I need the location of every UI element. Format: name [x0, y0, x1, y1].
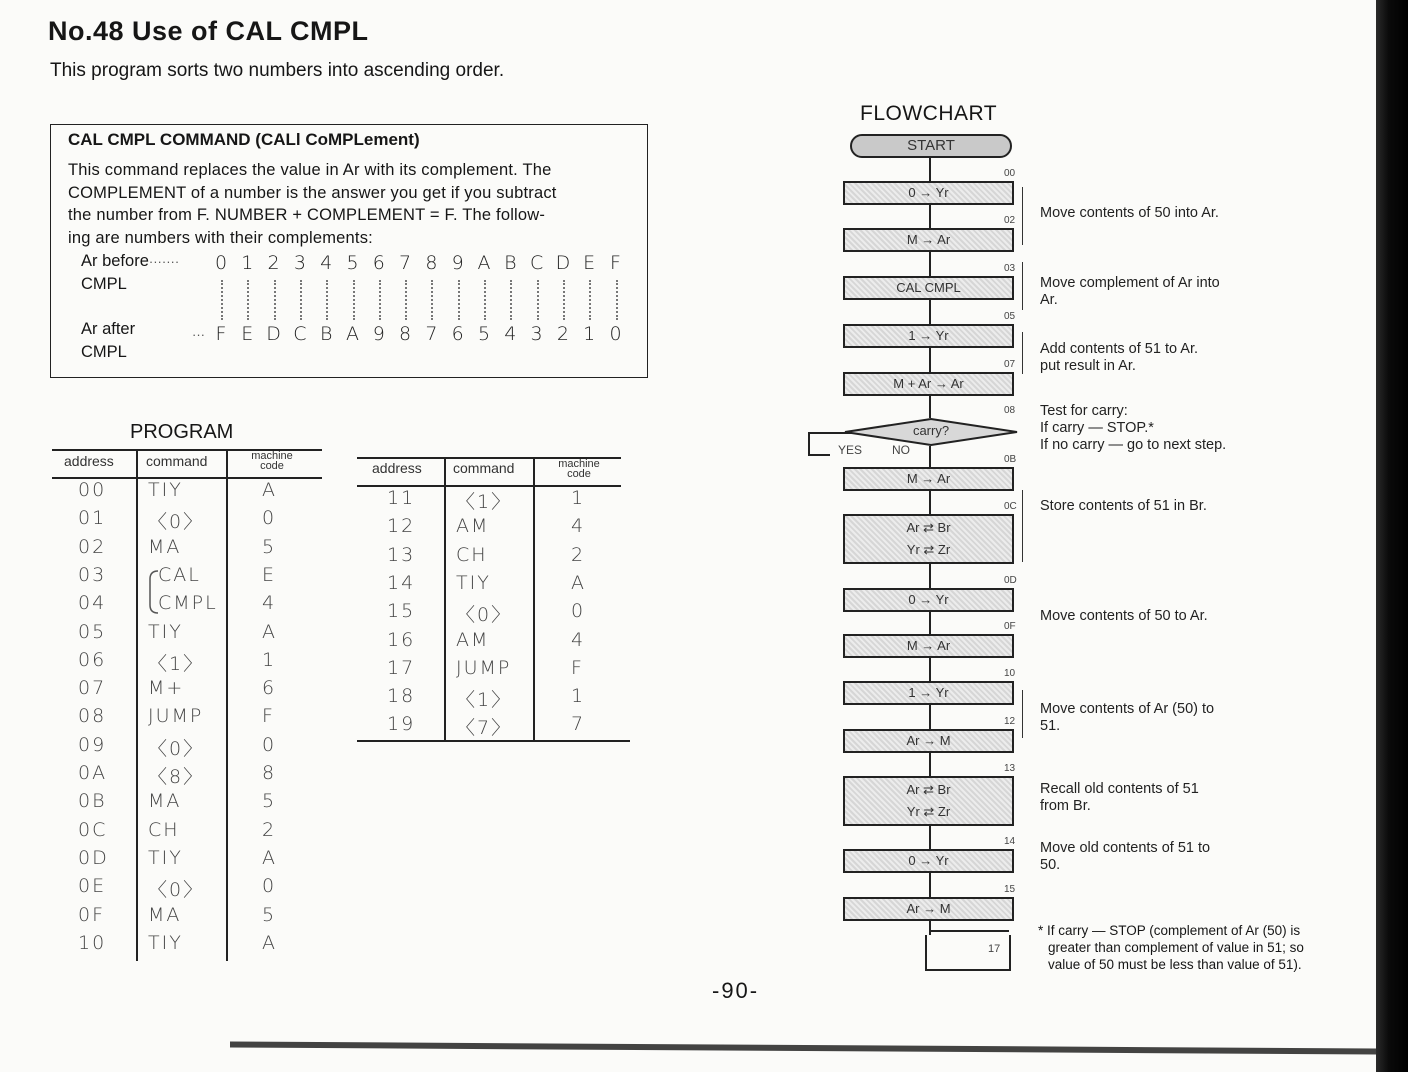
code-header-text: code [567, 468, 591, 480]
footnote [1038, 922, 1304, 973]
table-divider [136, 449, 138, 961]
step-number: 0F [1004, 621, 1016, 632]
address-cell: 04 [78, 592, 107, 615]
machine-code-cell: 2 [262, 818, 277, 841]
dot-leader: ······· [148, 254, 180, 269]
process-box [843, 276, 1014, 300]
hex-after-value: D [266, 323, 281, 345]
process-box [843, 634, 1014, 658]
machine-code-cell: A [262, 479, 277, 501]
dotted-connector [300, 280, 302, 320]
machine-code-cell: 8 [262, 762, 277, 784]
machine-code-cell: 0 [262, 733, 277, 756]
flow-connector [929, 658, 931, 681]
command-cell: JUMP [148, 705, 204, 728]
step-number: 02 [1004, 215, 1016, 226]
flowchart-note [1040, 341, 1198, 375]
dotted-connector [247, 280, 249, 320]
flow-connector [929, 300, 931, 324]
hex-before-value: B [504, 252, 517, 274]
command-cell: 〈7〉 [456, 717, 513, 740]
machine-code-cell: 1 [571, 487, 586, 509]
flow-connector [929, 826, 931, 849]
table-divider [444, 457, 446, 740]
process-box-label: M → Ar [906, 638, 951, 653]
machine-code-cell: 0 [262, 875, 277, 898]
flowchart-note [1040, 840, 1210, 874]
machine-code-cell: 6 [262, 677, 277, 700]
hex-before-value: D [555, 252, 571, 274]
address-cell: 03 [78, 563, 107, 586]
footnote-line: * If carry — STOP (complement of Ar (50) is [1038, 923, 1301, 938]
process-box-label: Ar → M [906, 733, 951, 748]
address-cell: 02 [78, 535, 107, 558]
flow-connector [929, 205, 931, 228]
hex-after-value: 5 [477, 323, 491, 345]
note-line: Recall old contents of 51 [1040, 781, 1199, 797]
hex-before-value: 9 [451, 252, 464, 274]
machine-code-cell: A [571, 571, 586, 594]
note-line: 50. [1040, 857, 1061, 873]
machine-code-header [541, 459, 617, 479]
address-cell: 15 [387, 600, 416, 623]
note-bracket [1022, 690, 1023, 738]
address-cell: 06 [78, 648, 107, 671]
step-number: 13 [1004, 763, 1016, 774]
dotted-connector [484, 280, 486, 320]
machine-code-cell: 5 [262, 903, 277, 926]
process-box [843, 588, 1014, 612]
footnote-line: greater than complement of value in 51; so [1048, 940, 1304, 955]
hex-before-value: 8 [425, 252, 438, 274]
step-number: 05 [1004, 311, 1016, 322]
machine-code-cell: 4 [262, 592, 277, 615]
process-box [843, 681, 1014, 705]
hex-before-value: F [610, 252, 621, 274]
machine-code-cell: A [262, 620, 277, 643]
machine-code-cell: 1 [262, 648, 277, 671]
flow-connector [929, 491, 931, 514]
hex-after-value: 1 [583, 323, 596, 345]
command-cell: TIY [148, 931, 183, 954]
dotted-connector [274, 280, 276, 320]
command-box-heading: CAL CMPL COMMAND (CALl CoMPLement) [68, 130, 420, 149]
hex-after-value: A [346, 323, 359, 345]
flowchart-note [1040, 498, 1207, 515]
command-cell: CH [148, 818, 180, 841]
step-number: 03 [1004, 263, 1016, 274]
machine-code-cell: 0 [571, 600, 586, 623]
hex-before-value: 0 [214, 252, 228, 274]
step-number: 00 [1004, 168, 1016, 179]
flow-connector [929, 396, 931, 418]
description-line: ing are numbers with their complements: [68, 229, 373, 247]
dotted-connector [510, 280, 512, 320]
process-box-label: M → Ar [906, 471, 951, 486]
step-number: 14 [1004, 836, 1016, 847]
note-line: Add contents of 51 to Ar. [1040, 341, 1198, 357]
scan-shadow [1376, 0, 1408, 1072]
step-number: 0C [1004, 501, 1017, 512]
process-box-label: Ar ⇄ Br [906, 520, 951, 535]
process-box-label: Ar → M [906, 901, 951, 916]
address-cell: 00 [78, 479, 107, 501]
hex-before-value: 1 [241, 252, 254, 274]
description-line: COMPLEMENT of a number is the answer you get if you subtract [68, 184, 557, 202]
address-cell: 12 [387, 515, 416, 538]
step-number: 12 [1004, 716, 1016, 727]
ar-before-text: Ar before [81, 252, 149, 270]
command-cell: 〈0〉 [148, 737, 205, 760]
flow-connector [929, 921, 931, 935]
hex-before-value: A [477, 252, 491, 274]
hex-after-value: 2 [556, 323, 569, 345]
dot-leader: ··· [192, 327, 205, 342]
process-box [843, 776, 1014, 826]
note-line: Move complement of Ar into [1040, 275, 1220, 291]
start-node: START [850, 134, 1012, 158]
loop-end-line [929, 930, 1009, 932]
flowchart-label: FLOWCHART [860, 102, 998, 125]
flowchart-note [1040, 205, 1219, 222]
ar-before-label [81, 252, 179, 271]
process-box-label: Yr ⇄ Zr [906, 542, 951, 557]
hex-before-value: 5 [346, 252, 359, 274]
address-cell: 19 [387, 713, 416, 736]
hex-after-value: 6 [451, 323, 464, 345]
program-label: PROGRAM [130, 421, 234, 443]
dotted-connector [589, 280, 591, 320]
command-cell: AM [456, 515, 490, 538]
cmpl-label: CMPL [81, 275, 127, 293]
hex-before-value: C [529, 252, 544, 274]
decision-label: carry? [912, 423, 950, 438]
dotted-connector [537, 280, 539, 320]
command-cell: CAL [158, 563, 201, 586]
yes-branch-line [808, 432, 852, 456]
process-box-label: 1 → Yr [908, 328, 949, 343]
process-box-label: Ar ⇄ Br [906, 782, 951, 797]
machine-code-cell: 2 [571, 543, 586, 566]
note-line: If carry — STOP.* [1040, 420, 1154, 436]
flowchart-note [1040, 608, 1208, 625]
command-cell: 〈1〉 [456, 689, 513, 712]
command-header: command [453, 460, 515, 476]
hex-after-value: 3 [530, 323, 543, 345]
command-cell: 〈0〉 [456, 604, 513, 627]
flowchart-note [1040, 275, 1220, 309]
note-line: Move old contents of 51 to [1040, 840, 1211, 856]
step-number: 0D [1004, 575, 1017, 586]
note-line: 51. [1040, 718, 1061, 734]
dotted-connector [563, 280, 565, 320]
machine-code-cell: 5 [262, 790, 277, 813]
hex-after-value: 9 [372, 323, 385, 345]
command-header: command [146, 453, 208, 469]
step-number: 07 [1004, 359, 1016, 370]
address-cell: 09 [78, 733, 107, 756]
note-line: Test for carry: [1040, 403, 1128, 419]
address-cell: 11 [387, 487, 416, 509]
command-cell: TIY [148, 620, 183, 643]
address-cell: 05 [78, 620, 107, 643]
address-cell: 08 [78, 705, 107, 728]
process-box-label: 0 → Yr [908, 592, 949, 607]
dotted-connector [458, 280, 460, 320]
command-cell: TIY [148, 479, 183, 501]
flow-connector [929, 753, 931, 776]
note-bracket [1022, 187, 1023, 245]
command-cell: MA [148, 903, 182, 926]
flow-connector [929, 564, 931, 588]
dotted-connector [431, 280, 433, 320]
command-cell: CMPL [158, 592, 218, 615]
command-cell: MA [148, 790, 182, 813]
machine-code-cell: A [262, 931, 277, 954]
process-box-label: 0 → Yr [908, 185, 949, 200]
command-cell: 〈1〉 [456, 491, 513, 513]
flow-connector [929, 158, 931, 181]
code-header-text: code [260, 460, 284, 472]
table-divider [226, 449, 228, 961]
flow-connector [929, 612, 931, 634]
process-box [843, 849, 1014, 873]
process-box [843, 514, 1014, 564]
page-subtitle: This program sorts two numbers into ascending order. [50, 60, 505, 81]
note-line: Ar. [1040, 292, 1058, 308]
command-cell: 〈1〉 [148, 652, 205, 675]
note-line: Move contents of 50 into Ar. [1040, 205, 1219, 221]
step-number: 0B [1004, 454, 1017, 465]
hex-before-value: 6 [372, 252, 385, 274]
command-cell: TIY [456, 571, 491, 594]
process-box-label: M → Ar [906, 232, 951, 247]
step-number: 15 [1004, 884, 1016, 895]
hex-after-value: C [293, 323, 307, 345]
address-cell: 10 [78, 931, 107, 954]
hex-after-value: B [319, 323, 333, 345]
command-cell: 〈0〉 [148, 879, 205, 902]
flowchart-note [1040, 781, 1199, 815]
command-cell: 〈0〉 [148, 511, 205, 534]
process-box-label: CAL CMPL [896, 280, 961, 295]
process-box [843, 467, 1014, 491]
process-box [843, 228, 1014, 252]
dotted-connector [405, 280, 407, 320]
command-cell: CH [456, 543, 488, 566]
command-cell: JUMP [456, 656, 512, 679]
yes-label: YES [838, 443, 863, 457]
machine-header-text: machine [558, 458, 600, 470]
hex-after-value: F [215, 323, 227, 345]
table-divider [533, 457, 535, 740]
machine-code-cell: 7 [571, 713, 586, 736]
flow-connector [929, 705, 931, 729]
process-box [843, 324, 1014, 348]
scan-shadow [230, 1041, 1376, 1054]
hex-before-value: 3 [293, 252, 306, 274]
machine-code-header [236, 451, 308, 471]
process-box [843, 729, 1014, 753]
description-line: the number from F. NUMBER + COMPLEMENT = F. The follow- [68, 206, 546, 224]
process-box-label: M + Ar → Ar [893, 376, 964, 391]
hex-before-value: 2 [267, 252, 280, 274]
address-cell: 0C [78, 818, 108, 841]
address-header: address [372, 460, 422, 476]
machine-code-cell: 0 [262, 507, 277, 530]
flow-connector [929, 348, 931, 372]
flowchart-note [1040, 403, 1226, 454]
process-box-label: Yr ⇄ Zr [906, 804, 951, 819]
command-cell: 〈8〉 [148, 766, 205, 788]
dotted-connector [379, 280, 381, 320]
cmpl-label: CMPL [81, 343, 127, 361]
machine-code-cell: F [571, 656, 584, 679]
note-line: If no carry — go to next step. [1040, 437, 1227, 453]
address-cell: 0A [78, 762, 108, 784]
page-title: No.48 Use of CAL CMPL [48, 16, 369, 46]
hex-before-value: E [583, 252, 596, 274]
note-line: put result in Ar. [1040, 358, 1136, 374]
machine-code-cell: 4 [571, 628, 586, 651]
note-bracket [1022, 332, 1023, 374]
address-cell: 0F [78, 903, 106, 926]
ar-after-label: Ar after [81, 320, 136, 338]
process-box [843, 372, 1014, 396]
command-cell: M+ [148, 677, 185, 700]
note-line: from Br. [1040, 798, 1091, 814]
machine-code-cell: A [262, 846, 277, 869]
flow-connector [929, 873, 931, 897]
address-cell: 0B [78, 790, 107, 813]
address-cell: 18 [387, 685, 416, 708]
dotted-connector [616, 280, 618, 320]
note-line: Store contents of 51 in Br. [1040, 498, 1207, 514]
note-bracket [1022, 262, 1023, 310]
address-cell: 17 [387, 656, 416, 679]
hex-after-value: E [241, 323, 254, 345]
flowchart-note [1040, 701, 1214, 735]
machine-header-text: machine [251, 450, 293, 462]
description-line: This command replaces the value in Ar with its complement. The [68, 161, 552, 179]
hex-after-value: 0 [609, 323, 622, 345]
page-number: -90- [712, 978, 760, 1003]
dotted-connector [221, 280, 223, 320]
address-cell: 16 [387, 628, 416, 651]
flow-connector [929, 252, 931, 276]
machine-code-cell: E [262, 563, 277, 586]
machine-code-cell: F [262, 705, 275, 728]
hex-before-value: 7 [399, 252, 412, 274]
note-line: Move contents of 50 to Ar. [1040, 608, 1208, 624]
end-step-number: 17 [988, 943, 1001, 955]
process-box-label: 0 → Yr [908, 853, 949, 868]
no-label: NO [892, 443, 910, 457]
hex-after-value: 4 [504, 323, 517, 345]
hex-after-value: 7 [425, 323, 438, 345]
yes-branch-line [808, 454, 830, 456]
address-cell: 0E [78, 875, 107, 898]
command-cell: MA [148, 535, 182, 558]
process-box-label: 1 → Yr [908, 685, 949, 700]
note-bracket [1022, 490, 1023, 562]
footnote-line: value of 50 must be less than value of 51). [1048, 957, 1302, 972]
hex-after-value: 8 [399, 323, 412, 345]
machine-code-cell: 5 [262, 535, 277, 558]
cal-cmpl-bracket [146, 569, 160, 615]
address-cell: 13 [387, 543, 416, 566]
machine-code-cell: 1 [571, 685, 586, 708]
address-cell: 07 [78, 677, 107, 700]
command-cell: TIY [148, 846, 183, 869]
address-cell: 0D [78, 846, 109, 869]
address-cell: 14 [387, 571, 416, 594]
flow-connector [929, 446, 931, 467]
step-number: 08 [1004, 405, 1016, 416]
address-header: address [64, 453, 114, 469]
address-cell: 01 [78, 507, 107, 530]
machine-code-cell: 4 [571, 515, 586, 538]
process-box [843, 181, 1014, 205]
note-line: Move contents of Ar (50) to [1040, 701, 1215, 717]
hex-before-value: 4 [320, 252, 333, 274]
dotted-connector [326, 280, 328, 320]
command-cell: AM [456, 628, 490, 651]
process-box [843, 897, 1014, 921]
dotted-connector [353, 280, 355, 320]
step-number: 10 [1004, 668, 1016, 679]
